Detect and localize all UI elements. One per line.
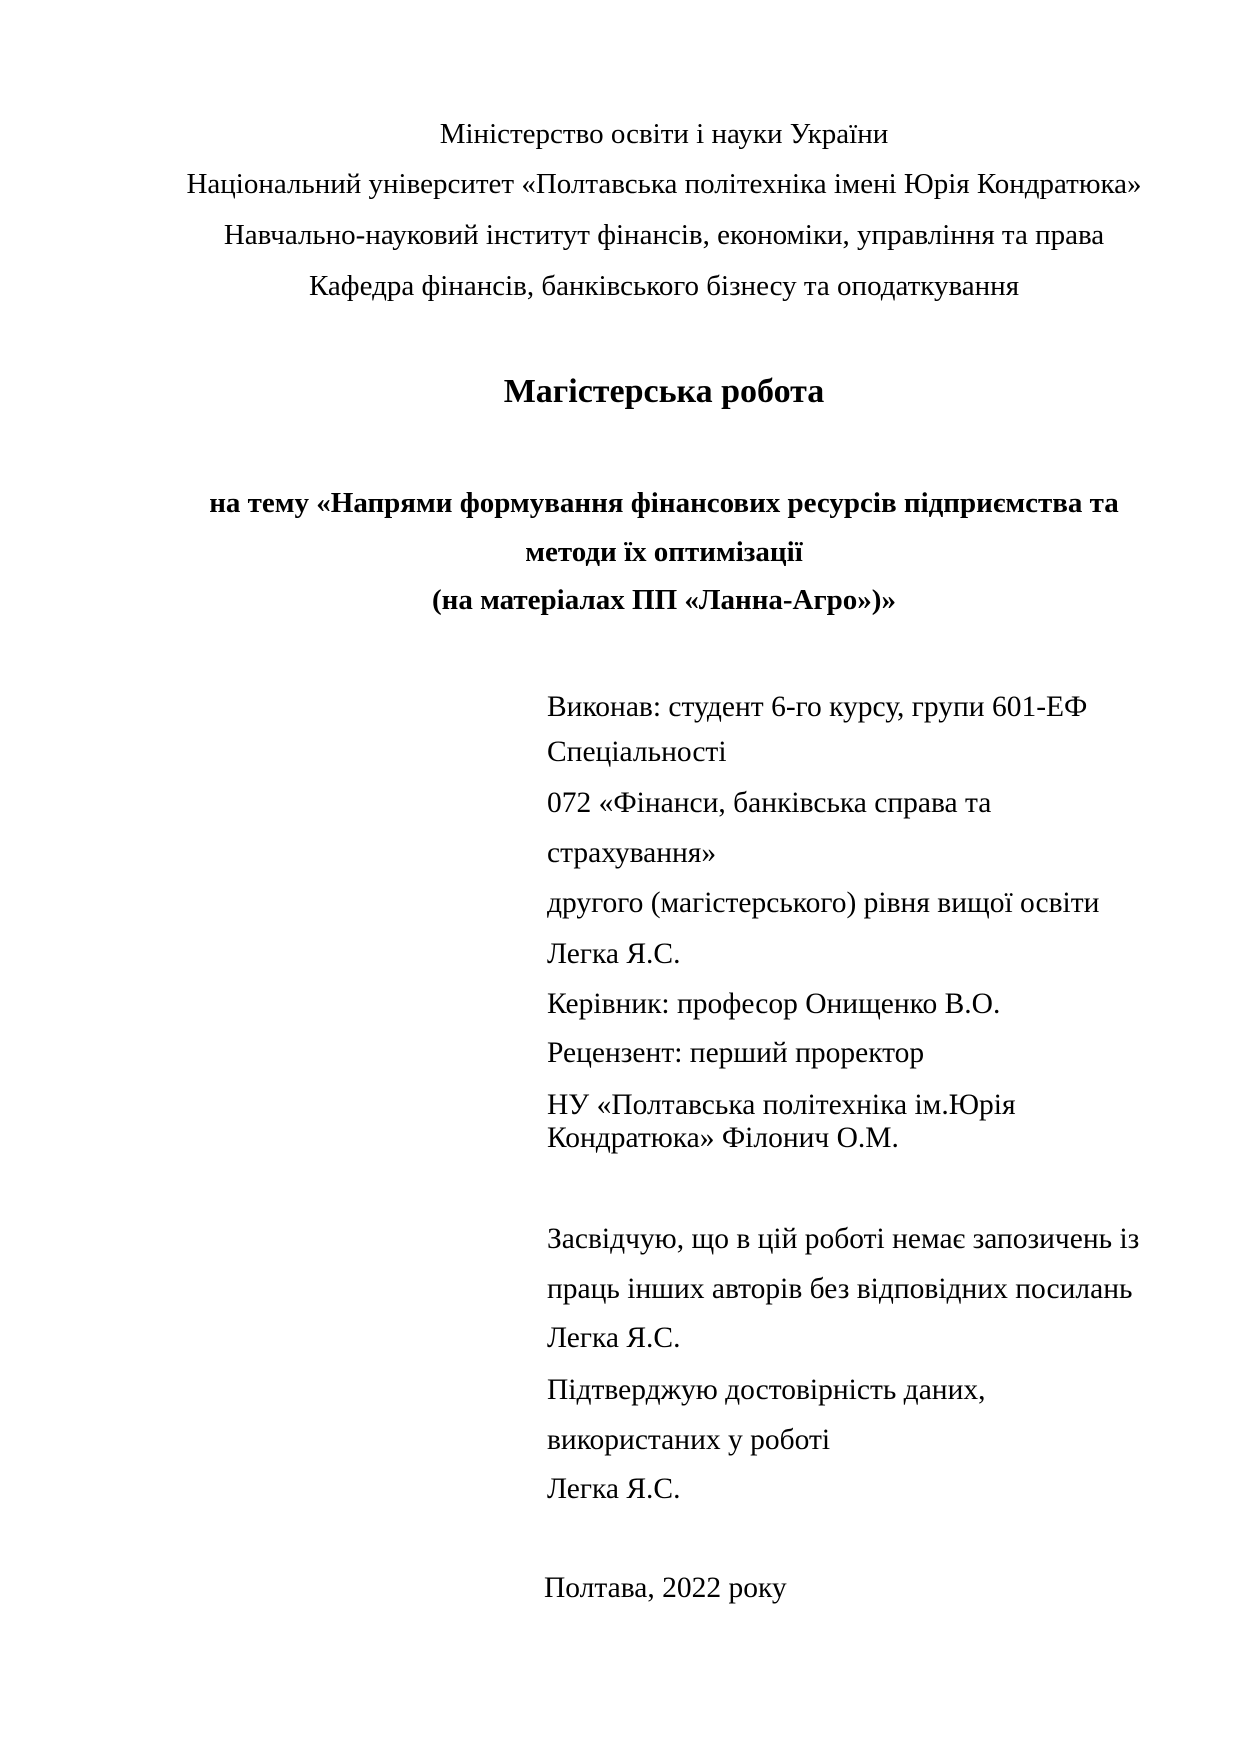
document-title: Магістерська робота: [503, 373, 825, 410]
info-line: Спеціальності: [547, 736, 727, 768]
topic-line-3: (на матеріалах ПП «Ланна-Агро»)»: [432, 584, 896, 616]
place-and-year: Полтава, 2022 року: [544, 1572, 787, 1604]
declaration-line: Підтверджую достовірність даних,: [547, 1374, 986, 1406]
declaration-line: праць інших авторів без відповідних посилань: [547, 1273, 1133, 1305]
info-line: 072 «Фінанси, банківська справа та: [547, 787, 992, 819]
declaration-line: використаних у роботі: [547, 1424, 831, 1456]
declaration-line: Легка Я.С.: [547, 1322, 681, 1354]
info-line: Кондратюка» Філонич О.М.: [547, 1122, 899, 1154]
topic-line-2: методи їх оптимізації: [525, 536, 803, 568]
topic-line-1: на тему «Напрями формування фінансових ресурсів підприємства та: [209, 487, 1119, 519]
info-line: страхування»: [547, 837, 717, 869]
info-line: другого (магістерського) рівня вищої освіти: [547, 887, 1100, 919]
info-line: НУ «Полтавська політехніка ім.Юрія: [547, 1089, 1016, 1121]
declaration-line: Легка Я.С.: [547, 1473, 681, 1505]
info-line: Легка Я.С.: [547, 938, 681, 970]
ministry-line: Міністерство освіти і науки України: [439, 118, 889, 150]
department-line: Кафедра фінансів, банківського бізнесу та оподаткування: [308, 270, 1020, 302]
info-line: Рецензент: перший проректор: [547, 1037, 925, 1069]
institute-line: Навчально-науковий інститут фінансів, економіки, управління та права: [223, 219, 1105, 251]
university-line: Національний університет «Полтавська політехніка імені Юрія Кондратюка»: [186, 168, 1142, 200]
info-line: Виконав: студент 6-го курсу, групи 601-ЕФ: [547, 691, 1088, 723]
declaration-line: Засвідчую, що в цій роботі немає запозичень із: [547, 1223, 1140, 1255]
info-line: Керівник: професор Онищенко В.О.: [547, 988, 1001, 1020]
